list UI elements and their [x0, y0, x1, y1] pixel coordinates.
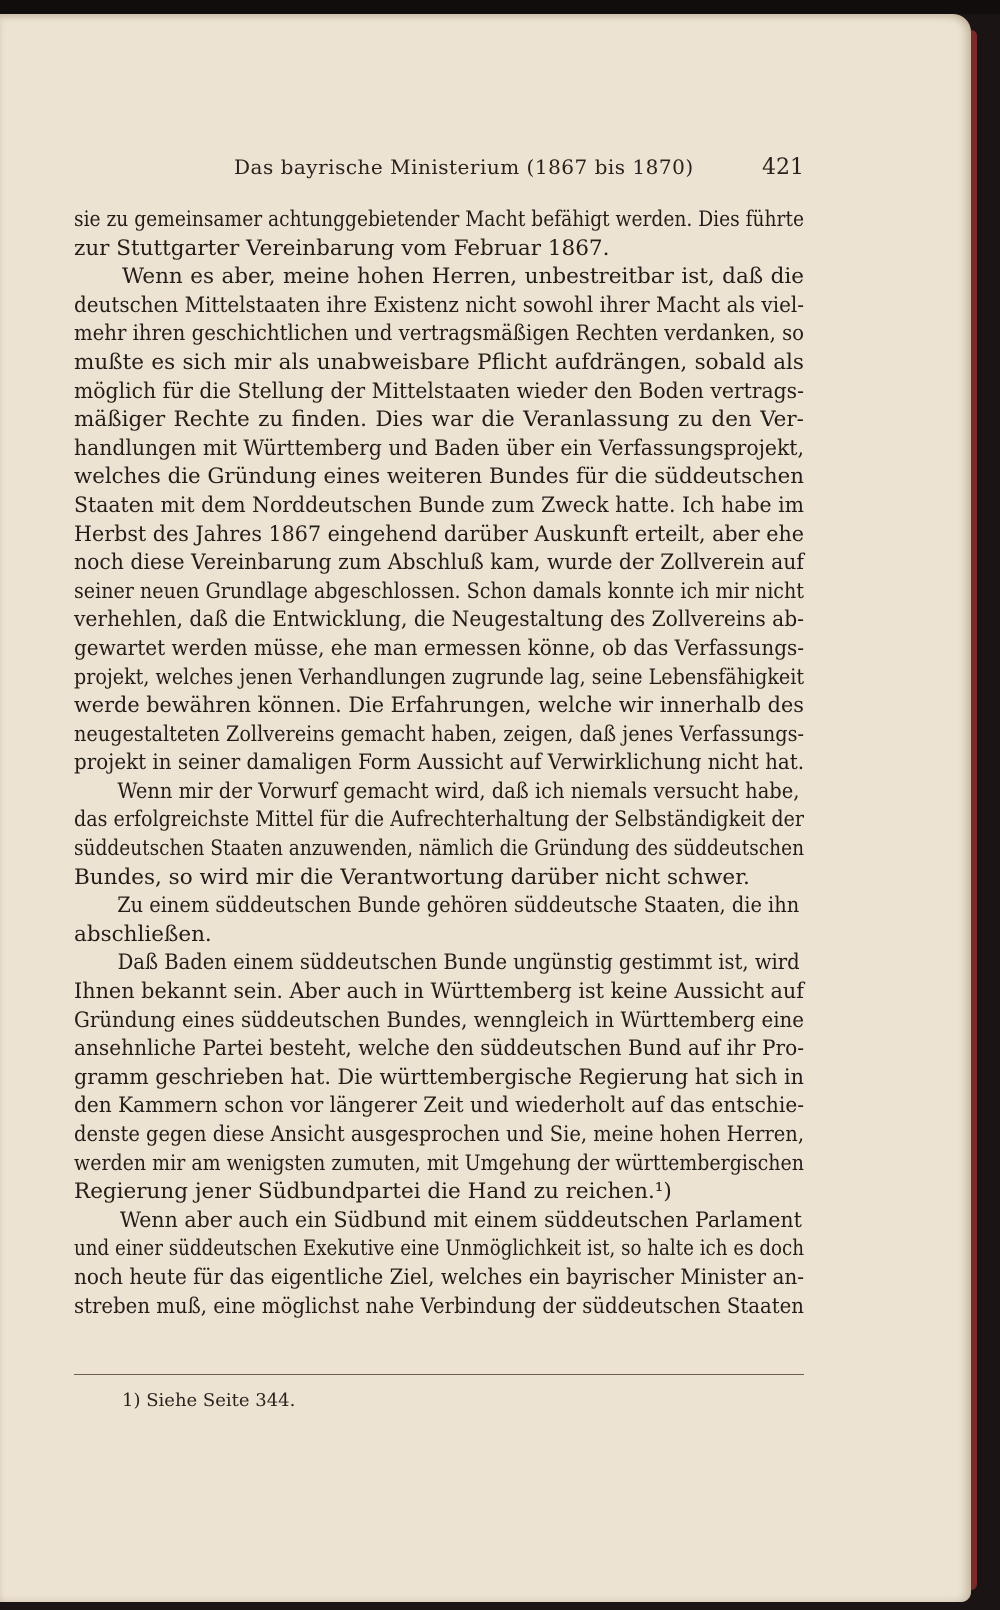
footnote — [122, 1390, 295, 1411]
text-line: welches die Gründung eines weiteren Bundes für die süddeutschen — [74, 464, 804, 490]
text-line: mäßiger Rechte zu finden. Dies war die Veranlassung zu den Ver- — [74, 407, 804, 433]
footnote-text: Siehe Seite 344. — [146, 1390, 296, 1411]
body-text — [74, 206, 804, 1321]
text-line: das erfolgreichste Mittel für die Aufrechterhaltung der Selbständigkeit der — [74, 807, 805, 833]
text-line: noch diese Vereinbarung zum Abschluß kam, wurde der Zollverein auf — [74, 550, 804, 576]
text-line: Wenn es aber, meine hohen Herren, unbestreitbar ist, daß die — [122, 264, 804, 290]
text-line: mehr ihren geschichtlichen und vertragsmäßigen Rechten verdanken, so — [74, 321, 805, 347]
text-line: abschließen. — [74, 921, 212, 947]
text-line: süddeutschen Staaten anzuwenden, nämlich die Gründung des süddeutschen — [74, 836, 805, 862]
text-line: ansehnliche Partei besteht, welche den süddeutschen Bund auf ihr Pro- — [74, 1036, 805, 1062]
text-line: Bundes, so wird mir die Verantwortung darüber nicht schwer. — [74, 864, 750, 890]
text-line: denste gegen diese Ansicht ausgesprochen und Sie, meine hohen Herren, — [74, 1122, 805, 1147]
text-line: Daß Baden einem süddeutschen Bunde ungünstig gestimmt ist, wird — [117, 950, 800, 976]
text-line: werden mir am wenigsten zumuten, mit Umgehung der württembergischen — [74, 1150, 804, 1176]
text-line: und einer süddeutschen Exekutive eine Unmöglichkeit ist, so halte ich es doch — [74, 1236, 804, 1262]
text-line: werde bewähren können. Die Erfahrungen, welche wir innerhalb des — [74, 693, 804, 719]
text-line: Wenn aber auch ein Südbund mit einem süddeutschen Parlament — [119, 1207, 802, 1233]
text-line: Regierung jener Südbundpartei die Hand zu reichen.¹) — [74, 1179, 672, 1205]
text-line: Gründung eines süddeutschen Bundes, wenngleich in Württemberg eine — [74, 1007, 805, 1033]
text-line: gewartet werden müsse, ehe man ermessen könne, ob das Verfassungs- — [74, 635, 805, 661]
page-number: 421 — [762, 155, 804, 180]
scan-top-band — [0, 0, 1000, 14]
text-line: mußte es sich mir als unabweisbare Pflicht aufdrängen, sobald als — [74, 349, 804, 375]
text-line: deutschen Mittelstaaten ihre Existenz nicht sowohl ihrer Macht als viel- — [74, 292, 804, 318]
text-line: projekt, welches jenen Verhandlungen zugrunde lag, seine Lebensfähigkeit — [74, 664, 805, 690]
text-line: Wenn mir der Vorwurf gemacht wird, daß ich niemals versucht habe, — [117, 778, 800, 804]
text-line: den Kammern schon vor längerer Zeit und wiederholt auf das entschie- — [74, 1093, 805, 1119]
text-line: projekt in seiner damaligen Form Aussicht auf Verwirklichung nicht hat. — [74, 750, 805, 776]
text-line: gramm geschrieben hat. Die württembergische Regierung hat sich in — [74, 1064, 804, 1090]
running-title: Das bayrische Ministerium (1867 bis 1870) — [234, 155, 694, 179]
running-head — [74, 155, 804, 187]
text-line: handlungen mit Württemberg und Baden über ein Verfassungsprojekt, — [74, 435, 804, 461]
text-line: noch heute für das eigentliche Ziel, welches ein bayrischer Minister an- — [74, 1264, 805, 1290]
text-line: zur Stuttgarter Vereinbarung vom Februar 1867. — [74, 235, 610, 261]
text-line: verhehlen, daß die Entwicklung, die Neugestaltung des Zollvereins ab- — [74, 607, 805, 633]
text-line: neugestalteten Zollvereins gemacht haben, zeigen, daß jenes Verfassungs- — [74, 721, 805, 747]
book-edge — [971, 30, 977, 1590]
footnote-rule — [74, 1374, 804, 1375]
text-line: Ihnen bekannt sein. Aber auch in Württemberg ist keine Aussicht auf — [74, 979, 804, 1005]
text-line: Staaten mit dem Norddeutschen Bunde zum Zweck hatte. Ich habe im — [74, 492, 804, 518]
text-line: möglich für die Stellung der Mittelstaaten wieder den Boden vertrags- — [74, 378, 804, 404]
text-line: streben muß, eine möglichst nahe Verbindung der süddeutschen Staaten — [74, 1293, 804, 1319]
text-line: sie zu gemeinsamer achtunggebietender Macht befähigt werden. Dies führte — [74, 207, 804, 232]
text-line: seiner neuen Grundlage abgeschlossen. Schon damals konnte ich mir nicht — [74, 578, 804, 604]
text-line: Zu einem süddeutschen Bunde gehören süddeutsche Staaten, die ihn — [117, 893, 800, 919]
text-line: Herbst des Jahres 1867 eingehend darüber Auskunft erteilt, aber ehe — [74, 521, 805, 547]
footnote-marker: 1) — [122, 1390, 141, 1411]
